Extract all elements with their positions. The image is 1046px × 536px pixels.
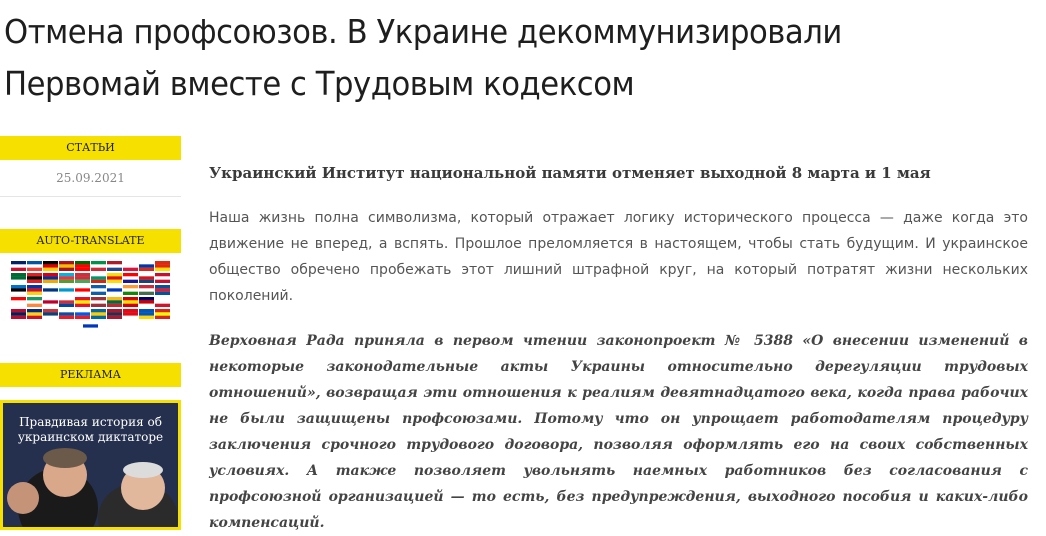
flag-yiddish-icon[interactable] xyxy=(83,321,98,331)
flag-arabic-icon[interactable] xyxy=(11,273,26,283)
flag-portuguese-icon[interactable] xyxy=(75,261,90,271)
article-lead: Украинский Институт национальной памяти отменяет выходной 8 марта и 1 мая xyxy=(209,164,931,182)
ad-banner[interactable] xyxy=(0,400,181,530)
flag-italian-icon[interactable] xyxy=(91,261,106,271)
publish-date: 25.09.2021 xyxy=(0,160,181,197)
flag-hungarian-icon[interactable] xyxy=(139,285,154,295)
category-label[interactable]: СТАТЬИ xyxy=(0,136,181,160)
auto-translate-header: AUTO-TRANSLATE xyxy=(0,229,181,253)
flag-ukrainian-icon[interactable] xyxy=(139,309,154,319)
sidebar-spacer xyxy=(0,197,181,229)
article-paragraph-2: Верховная Рада приняла в первом чтении законопроект № 5388 «О внесении изменений в некоторые законодательные акты Украины относительно дерегуляции трудовых отношений», возвращая эти отношения к реалиям девятнадцатого века, когда права рабочих не были защищены профсоюзами. Потому что он упрощает работодателям процедуру заключения срочного трудового договора, позволяя оформлять его на своих собственных условиях. А также позволяет увольнять наемных работников без согласования с профсоюзной организацией — то есть, без предупреждения, выходного пособия и каких-либо компенсаций. xyxy=(209,333,1028,531)
flag-thai-icon[interactable] xyxy=(107,309,122,319)
article-title-line-1: Отмена профсоюзов. В Украине декоммунизировали xyxy=(4,12,842,51)
flag-french-icon[interactable] xyxy=(27,261,42,271)
ad-caption: Правдивая история об украинском диктаторе xyxy=(17,415,164,444)
language-flag-list xyxy=(11,261,171,331)
flag-malay-icon[interactable] xyxy=(139,297,154,307)
flag-swedish-icon[interactable] xyxy=(91,309,106,319)
flag-dutch-icon[interactable] xyxy=(107,261,122,271)
flag-english-icon[interactable] xyxy=(11,261,26,271)
flag-spanish-icon[interactable] xyxy=(59,261,74,271)
flag-japanese-icon[interactable] xyxy=(43,297,58,307)
flag-finnish-icon[interactable] xyxy=(43,285,58,295)
flag-macedonian-icon[interactable] xyxy=(123,297,138,307)
flag-kyrgyz-icon[interactable] xyxy=(75,297,90,307)
flag-latvian-icon[interactable] xyxy=(91,297,106,307)
article-title xyxy=(4,6,934,110)
flag-azerbaijani-icon[interactable] xyxy=(59,273,74,283)
article-title-line-2: Первомай вместе с Трудовым кодексом xyxy=(4,64,635,103)
article-paragraph-1: Наша жизнь полна символизма, который отражает логику исторического процесса — даже когда это движение не вперед, а вспять. Прошлое преломляется в настоящем, чтобы стать будущим. И украинское общество обречено пробежать этот лишний штрафной круг, на который потратят жизни нескольких поколений. xyxy=(209,210,1028,304)
flag-catalan-icon[interactable] xyxy=(107,273,122,283)
flag-estonian-icon[interactable] xyxy=(11,285,26,295)
flag-indonesian-icon[interactable] xyxy=(11,297,26,307)
flag-croatian-icon[interactable] xyxy=(123,273,138,283)
flag-georgian-icon[interactable] xyxy=(75,285,90,295)
flag-irish-icon[interactable] xyxy=(27,297,42,307)
flag-chinese-icon[interactable] xyxy=(155,261,170,271)
flag-serbian-icon[interactable] xyxy=(43,309,58,319)
flag-albanian-icon[interactable] xyxy=(27,273,42,283)
flag-turkish-icon[interactable] xyxy=(123,309,138,319)
flag-filipino-icon[interactable] xyxy=(27,285,42,295)
flag-galician-icon[interactable] xyxy=(59,285,74,295)
flag-korean-icon[interactable] xyxy=(59,297,74,307)
flag-slovak-icon[interactable] xyxy=(59,309,74,319)
ad-header: РЕКЛАМА xyxy=(0,363,181,387)
flag-czech-icon[interactable] xyxy=(139,273,154,283)
flag-greek-icon[interactable] xyxy=(91,285,106,295)
flag-hebrew-icon[interactable] xyxy=(107,285,122,295)
article-body xyxy=(209,160,1028,536)
flag-danish-icon[interactable] xyxy=(155,273,170,283)
flag-lithuanian-icon[interactable] xyxy=(107,297,122,307)
flag-norwegian-icon[interactable] xyxy=(11,309,26,319)
sidebar xyxy=(0,136,181,444)
flag-slovenian-icon[interactable] xyxy=(75,309,90,319)
flag-belarusian-icon[interactable] xyxy=(75,273,90,283)
flag-armenian-icon[interactable] xyxy=(43,273,58,283)
flag-bulgarian-icon[interactable] xyxy=(91,273,106,283)
flag-russian-icon[interactable] xyxy=(139,261,154,271)
flag-hindi-icon[interactable] xyxy=(123,285,138,295)
flag-romanian-icon[interactable] xyxy=(27,309,42,319)
flag-vietnamese-icon[interactable] xyxy=(155,309,170,319)
flag-german-icon[interactable] xyxy=(43,261,58,271)
flag-maltese-icon[interactable] xyxy=(155,297,170,307)
flag-icelandic-icon[interactable] xyxy=(155,285,170,295)
flag-polish-icon[interactable] xyxy=(123,261,138,271)
